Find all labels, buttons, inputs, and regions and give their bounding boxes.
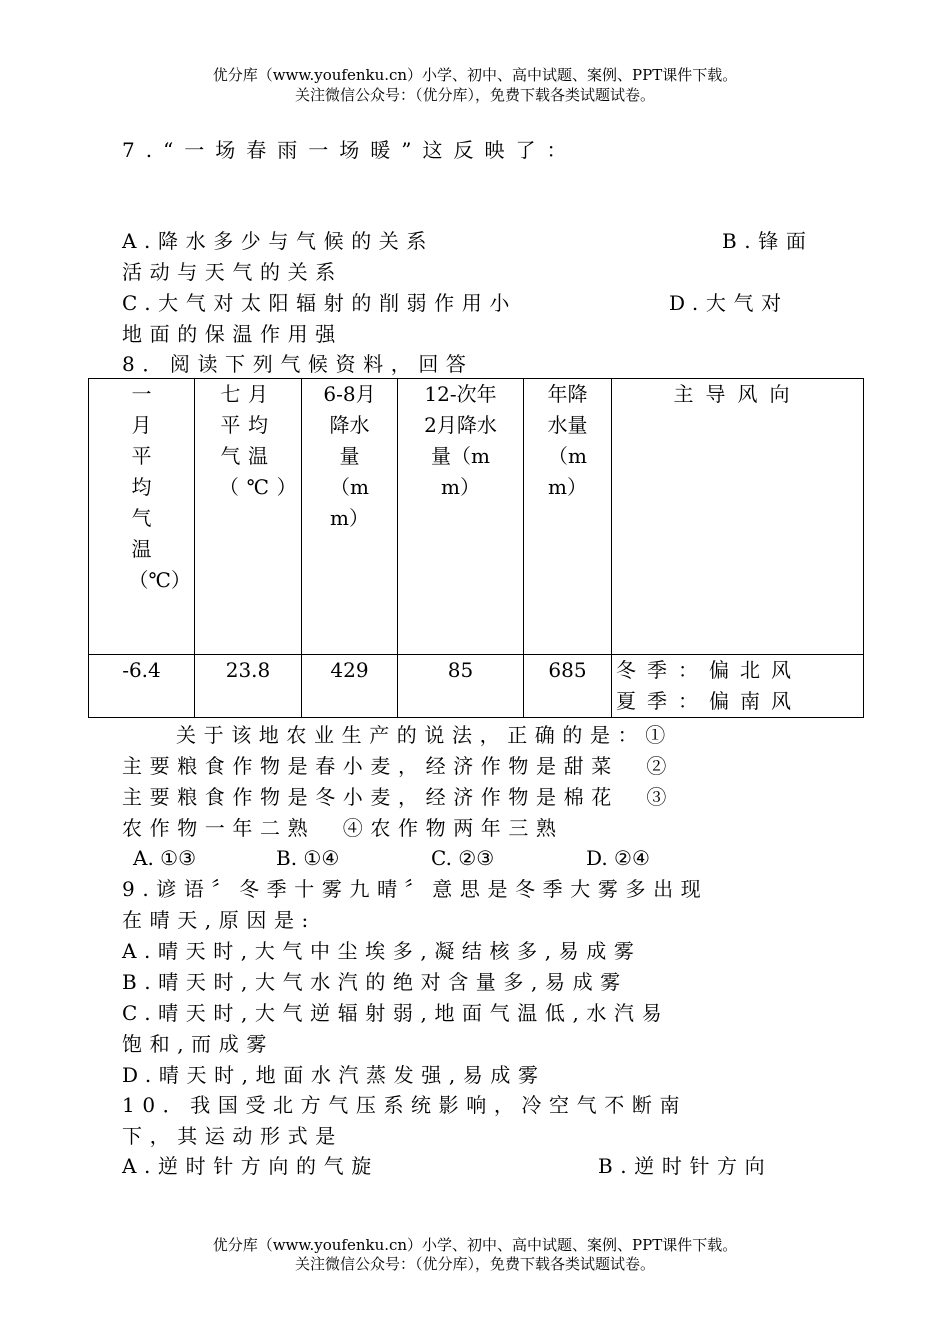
header-wind-direction: 主导风向 [612, 379, 864, 655]
value-wind-direction [612, 655, 864, 718]
q7-option-c: C.大气对太阳辐射的削弱作用小 [122, 291, 517, 315]
q7-option-a: A.降水多少与气候的关系 [122, 229, 435, 253]
q9-option-d: D.晴天时,地面水汽蒸发强,易成雾 [122, 1063, 546, 1087]
q10-option-b-part1: B.逆时针方向 [598, 1154, 773, 1178]
header-winter-precip: 12-次年2月降水量（mm） [398, 379, 524, 655]
wind-winter: 冬季：偏北风 [616, 658, 802, 682]
page-footer-line2: 关注微信公众号：（优分库），免费下载各类试题试卷。 [294, 1255, 655, 1273]
q7-option-d-part1: D.大气对 [669, 291, 789, 315]
climate-data-table [88, 378, 864, 718]
value-winter-precip: 85 [398, 655, 524, 718]
q8-option-d: D. ②④ [586, 846, 650, 870]
header-summer-precip: 6-8月降水量（mm） [302, 379, 398, 655]
header-jan-temp: 一月平均气温（℃） [89, 379, 195, 655]
value-jan-temp: -6.4 [89, 655, 195, 718]
value-annual-precip: 685 [524, 655, 612, 718]
value-jul-temp: 23.8 [195, 655, 302, 718]
q7-option-b-part1: B.锋面 [722, 229, 814, 253]
page-footer-line1: 优分库（www.youfenku.cn）小学、初中、高中试题、案例、PPT课件下载。 [212, 1236, 738, 1254]
header-jul-temp: 七月平均气温（℃） [195, 379, 302, 655]
q8-question-line3: 主要粮食作物是冬小麦，经济作物是棉花 ③ [122, 785, 674, 809]
page-header-line1: 优分库（www.youfenku.cn）小学、初中、高中试题、案例、PPT课件下载。 [212, 66, 738, 84]
q9-stem-line1: 9.谚语〞冬季十雾九晴〞意思是冬季大雾多出现 [122, 877, 709, 901]
q8-question-line2: 主要粮食作物是春小麦，经济作物是甜菜 ② [122, 754, 674, 778]
q7-stem: 7.“一场春雨一场暖”这反映了： [122, 138, 578, 162]
header-annual-precip: 年降水量（mm） [524, 379, 612, 655]
q7-option-b-part2: 活动与天气的关系 [122, 260, 343, 284]
q9-option-c-line1: C.晴天时,大气逆辐射弱,地面气温低,水汽易 [122, 1001, 670, 1025]
q9-option-c-line2: 饱和,而成雾 [122, 1032, 274, 1056]
q9-option-b: B.晴天时,大气水汽的绝对含量多,易成雾 [122, 970, 628, 994]
wind-summer: 夏季：偏南风 [616, 689, 802, 713]
table-row [89, 655, 864, 718]
value-summer-precip: 429 [302, 655, 398, 718]
q10-stem-line2: 下，其运动形式是 [122, 1124, 343, 1148]
q8-option-a: A. ①③ [133, 846, 197, 870]
q10-stem-line1: 10．我国受北方气压系统影响，冷空气不断南 [122, 1093, 688, 1117]
q8-question-line4: 农作物一年二熟 ④农作物两年三熟 [122, 816, 564, 840]
q9-option-a: A.晴天时,大气中尘埃多,凝结核多,易成雾 [122, 939, 642, 963]
q8-stem: 8．阅读下列气候资料，回答 [122, 352, 474, 376]
page-header-line2: 关注微信公众号：（优分库），免费下载各类试题试卷。 [294, 86, 655, 104]
q8-option-b: B. ①④ [276, 846, 340, 870]
q9-stem-line2: 在晴天,原因是: [122, 908, 316, 932]
q10-option-a: A.逆时针方向的气旋 [122, 1154, 379, 1178]
table-header-row [89, 379, 864, 655]
q8-option-c: C. ②③ [431, 846, 495, 870]
q7-option-d-part2: 地面的保温作用强 [122, 322, 343, 346]
q8-question-line1: 关于该地农业生产的说法，正确的是：① [176, 723, 673, 747]
